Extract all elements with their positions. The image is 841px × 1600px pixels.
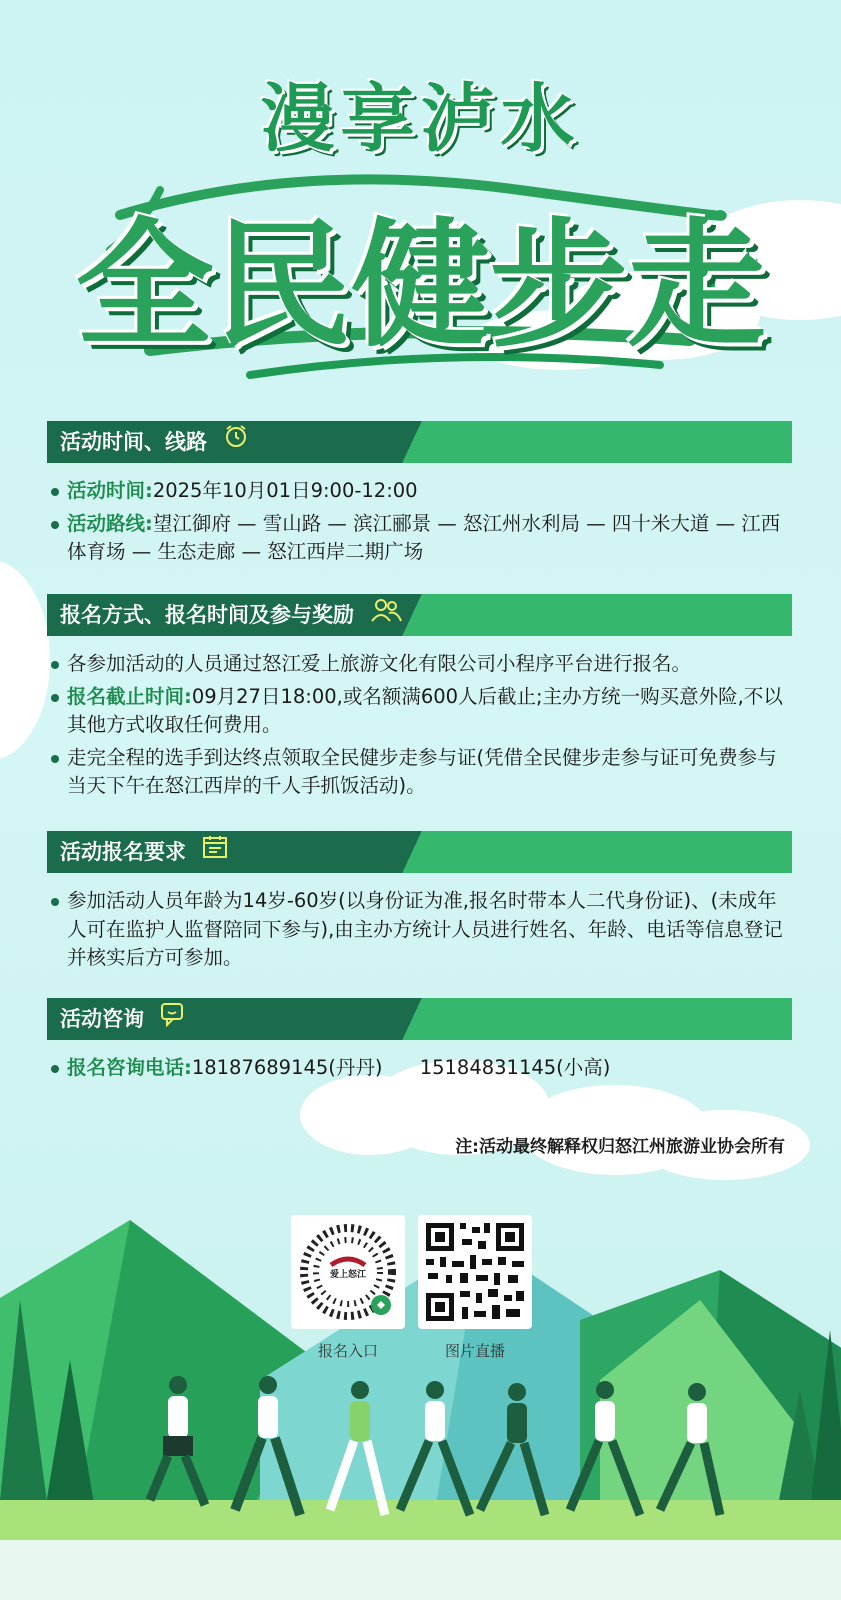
title-line-2: 全民健步走 <box>75 205 766 366</box>
section-header <box>47 831 792 873</box>
list-item: 各参加活动的人员通过怒江爱上旅游文化有限公司小程序平台进行报名。 <box>47 650 792 679</box>
qr-code-registration[interactable] <box>291 1215 405 1329</box>
section-header <box>47 421 792 463</box>
section-header <box>47 594 792 636</box>
disclaimer-note: 注:活动最终解释权归怒江州旅游业协会所有 <box>455 1137 785 1157</box>
list-item: 参加活动人员年龄为14岁-60岁(以身份证为准,报名时带本人二代身份证)、(未成年人可在监护人监督陪同下参与),由主办方统计人员进行姓名、年龄、电话等信息登记并核实后方可参加。 <box>47 887 792 973</box>
chat-icon <box>159 999 187 1041</box>
people-icon <box>369 595 403 637</box>
list-item: 活动路线:望江御府 — 雪山路 — 滨江郦景 — 怒江州水利局 — 四十米大道 — 江西体育场 — 生态走廊 — 怒江西岸二期广场 <box>47 510 792 567</box>
qr-caption-registration: 报名入口 <box>317 1342 378 1360</box>
qr-caption-photo-live: 图片直播 <box>444 1342 505 1360</box>
list-item: 活动时间:2025年10月01日9:00-12:00 <box>47 477 792 506</box>
poster-title-area <box>0 40 841 400</box>
list-item: 报名截止时间:09月27日18:00,或名额满600人后截止;主办方统一购买意外险,不以其他方式收取任何费用。 <box>47 683 792 740</box>
section-header <box>47 998 792 1040</box>
section-heading: 活动咨询 <box>60 1007 144 1031</box>
section-heading: 活动报名要求 <box>60 840 186 864</box>
section-time-route <box>47 421 792 571</box>
list-item: 报名咨询电话:18187689145(丹丹) 15184831145(小高) <box>47 1054 792 1083</box>
section-heading: 报名方式、报名时间及参与奖励 <box>60 603 354 627</box>
section-requirements <box>47 831 792 977</box>
qr-badge: 爱上怒江 <box>329 1270 367 1280</box>
alarm-clock-icon <box>222 422 250 464</box>
list-item: 走完全程的选手到达终点领取全民健步走参与证(凭借全民健步走参与证可免费参与当天下午在怒江西岸的千人手抓饭活动)。 <box>47 744 792 801</box>
section-consultation <box>47 998 792 1087</box>
cloud <box>0 560 50 760</box>
calendar-icon <box>201 832 229 874</box>
title-line-1: 漫享泸水 <box>260 76 581 162</box>
section-registration <box>47 594 792 805</box>
qr-code-photo-live[interactable] <box>418 1215 532 1329</box>
section-heading: 活动时间、线路 <box>60 430 207 454</box>
